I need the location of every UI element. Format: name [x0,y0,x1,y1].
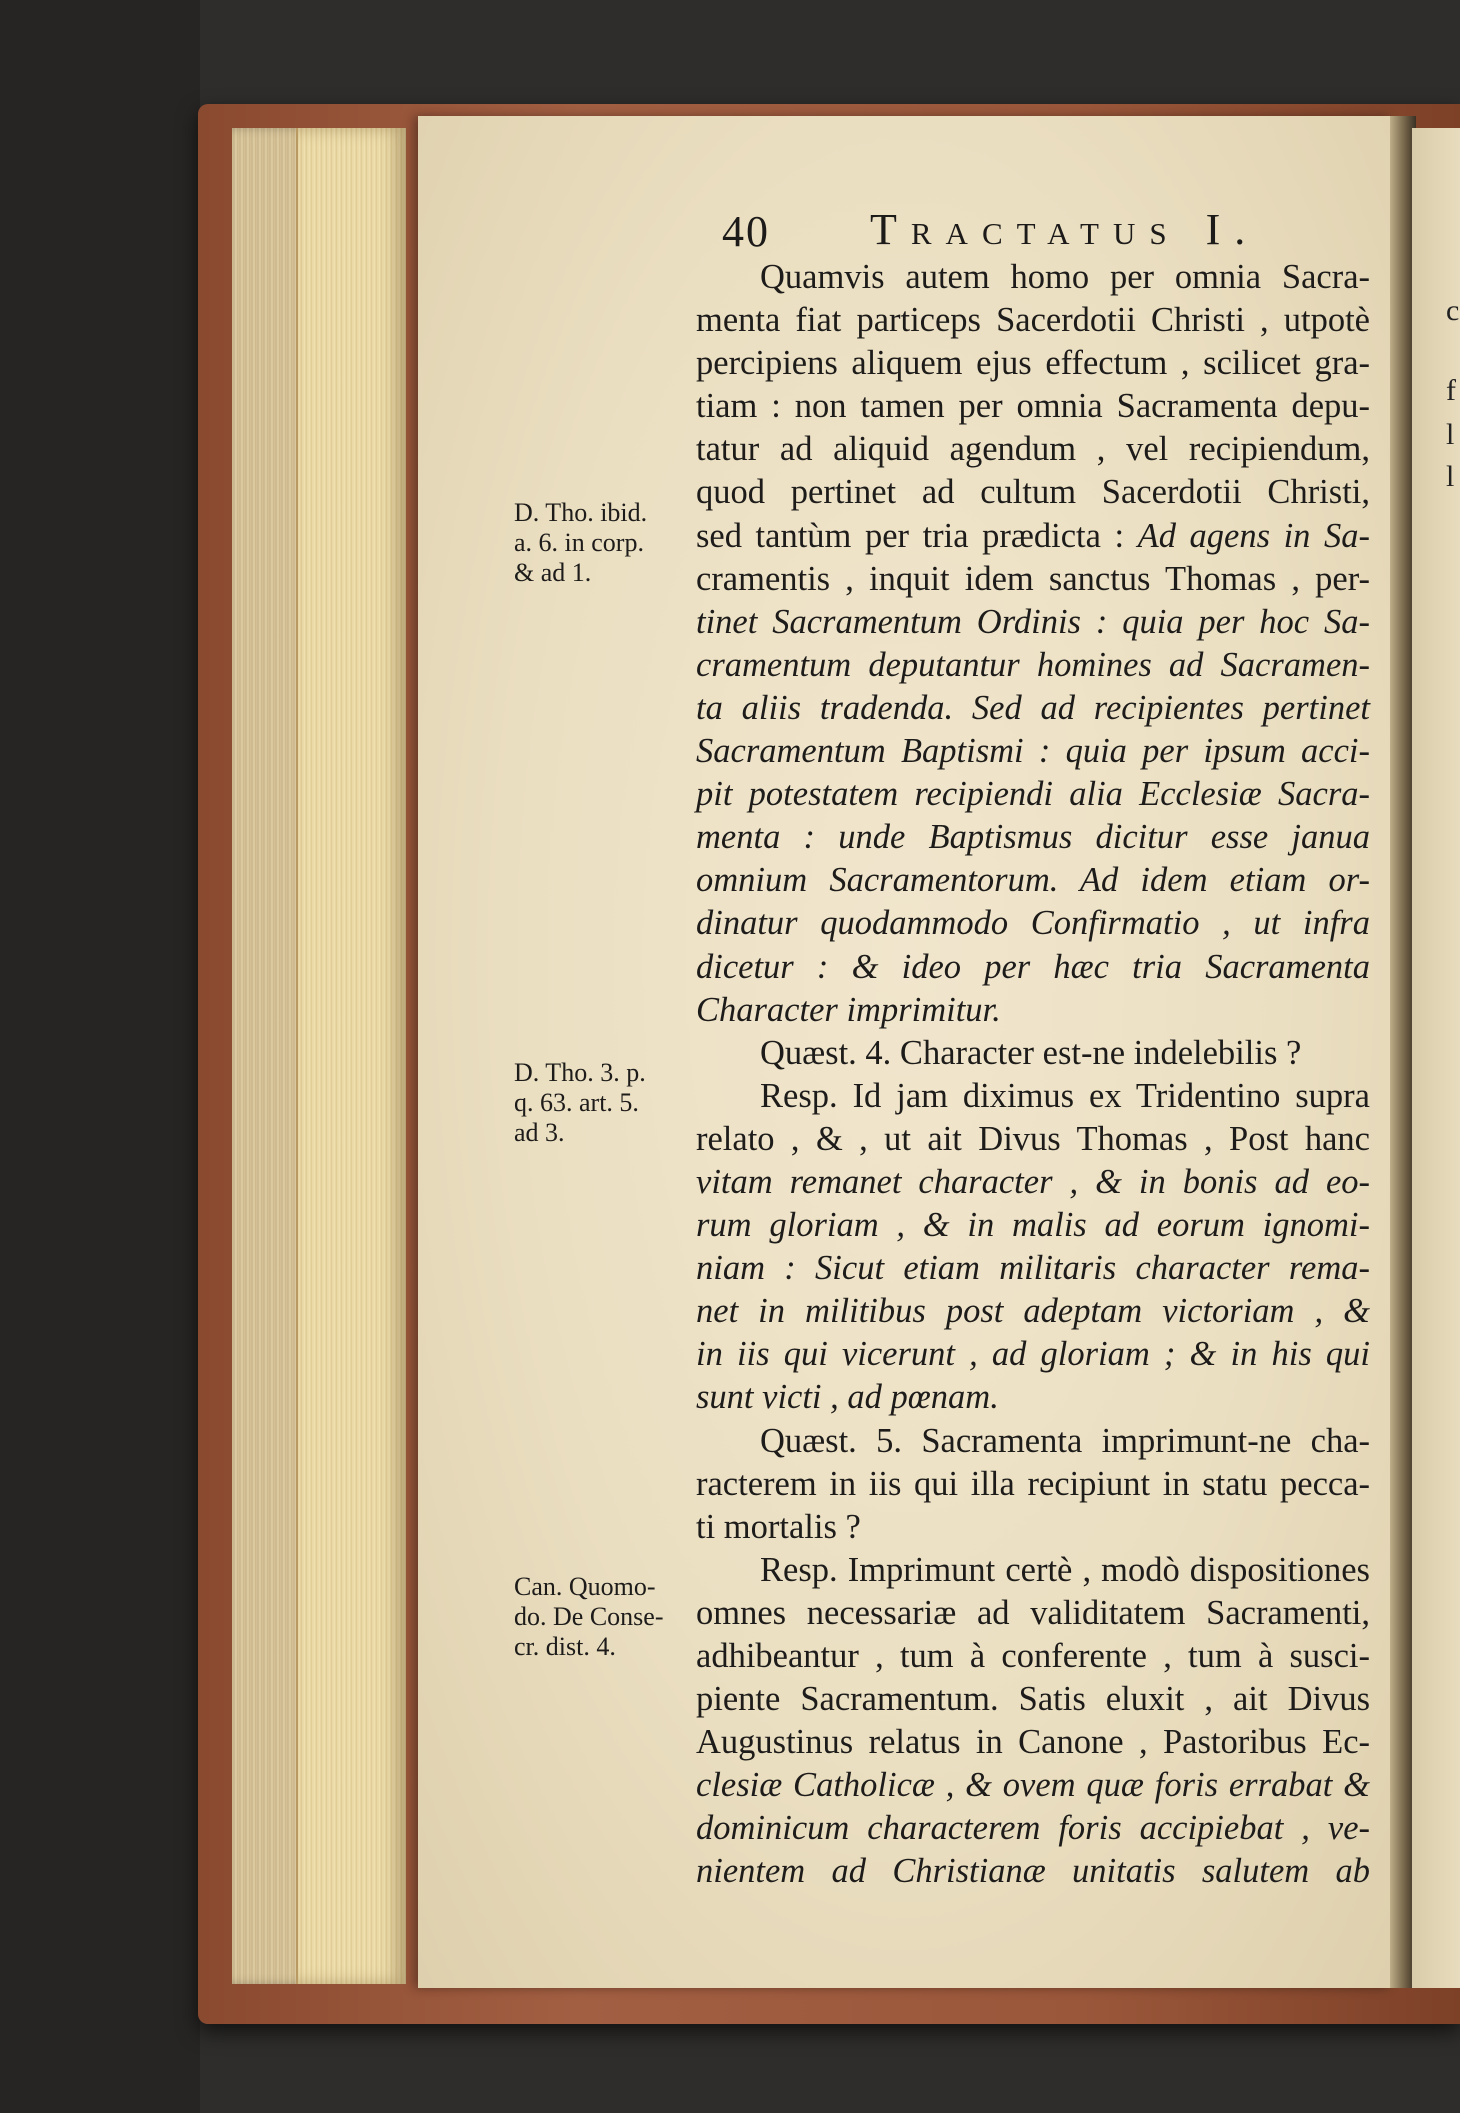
text-line: niam : Sicut etiam militaris character rema- [696,1249,1370,1288]
marginal-note [514,498,690,588]
text-line: Resp. Imprimunt certè , modò dispositiones [760,1550,1370,1589]
facing-page-glyph: l [1446,418,1455,451]
text-line: rum gloriam , & in malis ad eorum ignomi- [696,1206,1370,1245]
body-text [696,256,1370,1894]
gilt-page-edges [296,128,406,1984]
text-line: sunt victi , ad pœnam. [696,1378,999,1417]
text-line: Resp. Id jam diximus ex Tridentino supra [760,1076,1370,1115]
facing-page-edge [1412,128,1460,1988]
text-line: nientem ad Christianæ unitatis salutem ab [696,1852,1370,1891]
marginal-note-line: cr. dist. 4. [514,1632,616,1661]
text-line: Character imprimitur. [696,990,1001,1029]
text-line: Sacramentum Baptismi : quia per ipsum acci- [696,732,1370,771]
text-line: menta fiat particeps Sacerdotii Christi , utpotè [696,301,1370,340]
marginal-note-line: do. De Conse- [514,1602,664,1631]
text-line: clesiæ Catholicæ , & ovem quæ foris errabat & [696,1766,1370,1805]
text-line: adhibeantur , tum à conferente , tum à susci- [696,1637,1370,1675]
text-line: Quamvis autem homo per omnia Sacra- [760,258,1370,296]
text-line: cramentis , inquit idem sanctus Thomas , per- [696,559,1370,598]
marginal-note-line: Can. Quomo- [514,1572,656,1601]
text-line: sed tantùm per tria prædicta : Ad agens in Sa- [696,516,1370,555]
marginal-note-line: a. 6. in corp. [514,528,644,557]
text-line: dinatur quodammodo Confirmatio , ut infra [696,904,1370,943]
text-line: ti mortalis ? [696,1507,861,1546]
text-line: omnes necessariæ ad validitatem Sacramenti, [696,1593,1370,1632]
text-line: cramentum deputantur homines ad Sacramen- [696,645,1370,684]
text-line: tinet Sacramentum Ordinis : quia per hoc Sa- [696,602,1370,641]
facing-page-glyph: f [1446,374,1456,407]
running-title: Tractatus I. [870,205,1260,254]
text-line: Quæst. 5. Sacramenta imprimunt-ne cha- [760,1421,1370,1460]
text-line: vitam remanet character , & in bonis ad eo- [696,1162,1370,1201]
text-line: menta : unde Baptismus dicitur esse janua [696,818,1370,857]
marginal-note [514,1572,690,1662]
text-line: dominicum characterem foris accipiebat , ve- [696,1809,1370,1848]
text-line: omnium Sacramentorum. Ad idem etiam or- [696,861,1370,900]
facing-page-glyph: l [1446,460,1455,493]
text-line: tatur ad aliquid agendum , vel recipiendum, [696,430,1370,469]
dark-backdrop [0,0,200,2113]
text-line: percipiens aliquem ejus effectum , scilicet gra- [696,344,1370,383]
marginal-note [514,1058,690,1148]
marginal-note-line: D. Tho. 3. p. [514,1058,646,1087]
text-line: ta aliis tradenda. Sed ad recipientes pertinet [696,688,1370,727]
text-line: Quæst. 4. Character est-ne indelebilis ? [760,1033,1302,1072]
text-line: dicetur : & ideo per hæc tria Sacramenta [696,947,1370,986]
text-line: quod pertinet ad cultum Sacerdotii Christi, [696,473,1370,512]
marginal-note-line: ad 3. [514,1118,565,1147]
text-line: net in militibus post adeptam victoriam , & [696,1292,1370,1331]
text-line: tiam : non tamen per omnia Sacramenta depu- [696,387,1370,426]
text-line: pit potestatem recipiendi alia Ecclesiæ Sacra- [696,775,1370,814]
text-line: Augustinus relatus in Canone , Pastoribus Ec- [696,1723,1370,1762]
text-line: relato , & , ut ait Divus Thomas , Post hanc [696,1119,1370,1158]
marginal-note-line: D. Tho. ibid. [514,498,648,527]
marginal-note-line: & ad 1. [514,558,592,587]
text-line: in iis qui vicerunt , ad gloriam ; & in his qui [696,1335,1370,1374]
running-head [722,204,1302,264]
text-line: racterem in iis qui illa recipiunt in statu pecca- [696,1464,1370,1503]
text-line: piente Sacramentum. Satis eluxit , ait Divus [696,1680,1370,1719]
marginal-note-line: q. 63. art. 5. [514,1088,639,1117]
page-number: 40 [722,207,770,256]
facing-page-glyph: c [1446,294,1460,327]
